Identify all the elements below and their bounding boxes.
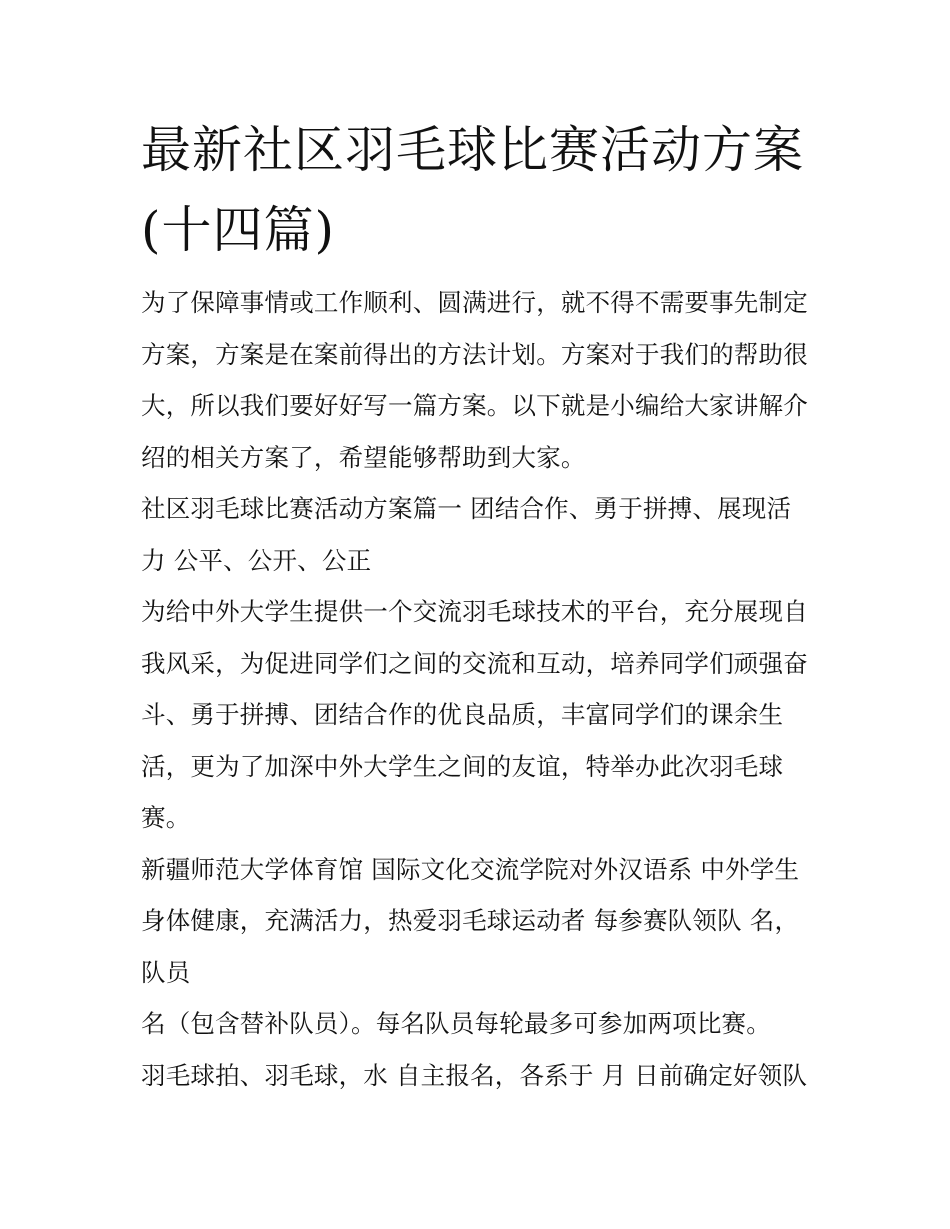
body-line: 为给中外大学生提供一个交流羽毛球技术的平台，充分展现自 — [141, 597, 808, 626]
body-line: 赛。 — [141, 803, 191, 832]
title-line: 最新社区羽毛球比赛活动方案 — [141, 121, 804, 179]
body-line: 队员 — [141, 957, 191, 987]
document-body — [141, 277, 831, 1101]
body-line: 活，更为了加深中外大学生之间的友谊，特举办此次羽毛球 — [141, 751, 784, 781]
document-title — [141, 110, 841, 270]
body-line: 方案，方案是在案前得出的方法计划。方案对于我们的帮助很 — [141, 339, 808, 369]
body-line: 身体健康，充满活力，热爱羽毛球运动者 每参赛队领队 名， — [141, 906, 800, 935]
title-line: (十四篇) — [141, 201, 336, 259]
body-line: 名（包含替补队员）。每名队员每轮最多可参加两项比赛。 — [141, 1009, 771, 1038]
body-line: 羽毛球拍、羽毛球，水 自主报名，各系于 月 日前确定好领队 — [141, 1060, 808, 1090]
body-line: 绍的相关方案了，希望能够帮助到大家。 — [141, 442, 586, 472]
body-line: 社区羽毛球比赛活动方案篇一 团结合作、勇于拼搏、展现活 — [141, 494, 792, 523]
body-line: 我风采，为促进同学们之间的交流和互动，培养同学们顽强奋 — [141, 648, 808, 678]
body-line: 新疆师范大学体育馆 国际文化交流学院对外汉语系 中外学生 — [141, 854, 800, 884]
body-line: 力 公平、公开、公正 — [141, 545, 372, 575]
body-line: 大，所以我们要好好写一篇方案。以下就是小编给大家讲解介 — [141, 391, 808, 420]
body-line: 为了保障事情或工作顺利、圆满进行，就不得不需要事先制定 — [141, 288, 808, 317]
body-line: 斗、勇于拼搏、团结合作的优良品质，丰富同学们的课余生 — [141, 700, 784, 729]
